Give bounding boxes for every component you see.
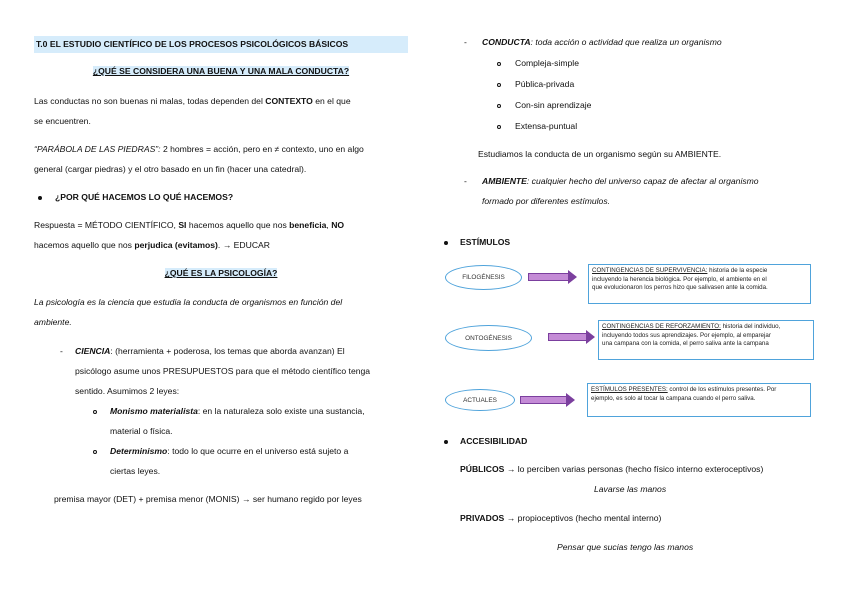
diagram-node-actuales: ACTUALES xyxy=(445,389,515,411)
conducta-type-2: Pública-privada xyxy=(515,79,575,89)
privados-example: Pensar que sucias tengo las manos xyxy=(557,542,694,552)
paragraph-definition-line2: ambiente. xyxy=(34,317,72,327)
study-environment-text: Estudiamos la conducta de un organismo según su AMBIENTE. xyxy=(478,149,722,159)
paragraph-context-line2: se encuentren. xyxy=(34,116,91,126)
diagram-node-ontogenesis: ONTOGÉNESIS xyxy=(445,325,532,351)
premise-line: premisa mayor (DET) + premisa menor (MONIS) → ser humano regido por leyes xyxy=(54,494,362,504)
arrow-actuales xyxy=(520,396,580,404)
bullet-dot xyxy=(444,241,448,245)
conducta-definition: CONDUCTA: toda acción o actividad que realiza un organismo xyxy=(482,37,722,47)
diagram-node-filogenesis: FILOGÉNESIS xyxy=(445,265,522,290)
ciencia-line3: sentido. Asumimos 2 leyes: xyxy=(75,386,180,396)
estimulos-heading: ESTÍMULOS xyxy=(460,237,511,247)
arrow-filogenesis xyxy=(528,273,578,281)
page-title: T.0 EL ESTUDIO CIENTÍFICO DE LOS PROCESOS PSICOLÓGICOS BÁSICOS xyxy=(34,36,408,53)
circle-marker xyxy=(93,450,97,454)
paragraph-parable-line2: general (cargar piedras) y el otro basado en un fin (hacer una catedral). xyxy=(34,164,307,174)
ciencia-line1: CIENCIA: (herramienta + poderosa, los temas que aborda avanzan) El xyxy=(75,346,345,356)
arrow-ontogenesis xyxy=(548,333,598,341)
heading-good-bad-conduct: ¿QUÉ SE CONSIDERA UNA BUENA Y UNA MALA CONDUCTA? xyxy=(92,66,350,76)
ciencia-line2: psicólogo asume unos PRESUPUESTOS para que el método científico tenga xyxy=(75,366,371,376)
circle-marker xyxy=(497,83,501,87)
dash-marker: - xyxy=(60,346,63,356)
circle-marker xyxy=(93,410,97,414)
circle-marker xyxy=(497,125,501,129)
circle-marker xyxy=(497,104,501,108)
bullet-dot xyxy=(38,196,42,200)
ambiente-line1: AMBIENTE: cualquier hecho del universo capaz de afectar al organismo xyxy=(482,176,759,186)
diagram-box-ontogenesis: CONTINGENCIAS DE REFORZAMIENTO: historia del individuo, incluyendo todos sus aprendizajes. Por ejemplo, al emparejar una campana con la comida, el perro saliva ante la campana xyxy=(598,320,814,360)
paragraph-context-line1: Las conductas no son buenas ni malas, todas dependen del CONTEXTO en el que xyxy=(34,96,351,106)
heading-what-is-psychology: ¿QUÉ ES LA PSICOLOGÍA? xyxy=(164,268,278,278)
determinismo-line2: ciertas leyes. xyxy=(110,466,161,476)
publicos-example: Lavarse las manos xyxy=(594,484,667,494)
monismo-line2: material o física. xyxy=(110,426,173,436)
monismo-line1: Monismo materialista: en la naturaleza solo existe una sustancia, xyxy=(110,406,365,416)
dash-marker: - xyxy=(464,37,467,47)
privados-line: PRIVADOS → propioceptivos (hecho mental interno) xyxy=(460,513,662,523)
conducta-type-1: Compleja-simple xyxy=(515,58,579,68)
paragraph-definition-line1: La psicología es la ciencia que estudia la conducta de organismos en función del xyxy=(34,297,343,307)
diagram-box-filogenesis: CONTINGENCIAS DE SUPERVIVENCIA: historia de la especie incluyendo la herencia biológica. Por ejemplo, el ambiente en el que evolucionaron los perros hizo que salivasen ante la comida. xyxy=(588,264,811,304)
determinismo-line1: Determinismo: todo lo que ocurre en el universo está sujeto a xyxy=(110,446,349,456)
bullet-dot xyxy=(444,440,448,444)
paragraph-parable-line1: “PARÁBOLA DE LAS PIEDRAS”: 2 hombres = acción, pero en ≠ contexto, uno en algo xyxy=(34,144,364,154)
publicos-line: PÚBLICOS → lo perciben varias personas (hecho físico interno exteroceptivos) xyxy=(460,464,764,474)
ambiente-line2: formado por diferentes estímulos. xyxy=(482,196,611,206)
conducta-type-3: Con-sin aprendizaje xyxy=(515,100,592,110)
accesibilidad-heading: ACCESIBILIDAD xyxy=(460,436,528,446)
circle-marker xyxy=(497,62,501,66)
conducta-type-4: Extensa-puntual xyxy=(515,121,578,131)
dash-marker: - xyxy=(464,176,467,186)
bullet-why-we-do: ¿POR QUÉ HACEMOS LO QUÉ HACEMOS? xyxy=(55,192,234,202)
diagram-box-actuales: ESTÍMULOS PRESENTES: control de los estímulos presentes. Por ejemplo, es solo al tocar la campana cuando el perro saliva. xyxy=(587,383,811,417)
paragraph-answer-line2: hacemos aquello que nos perjudica (evitamos). → EDUCAR xyxy=(34,240,270,250)
paragraph-answer-line1: Respuesta = MÉTODO CIENTÍFICO, SI hacemos aquello que nos beneficia, NO xyxy=(34,220,345,230)
